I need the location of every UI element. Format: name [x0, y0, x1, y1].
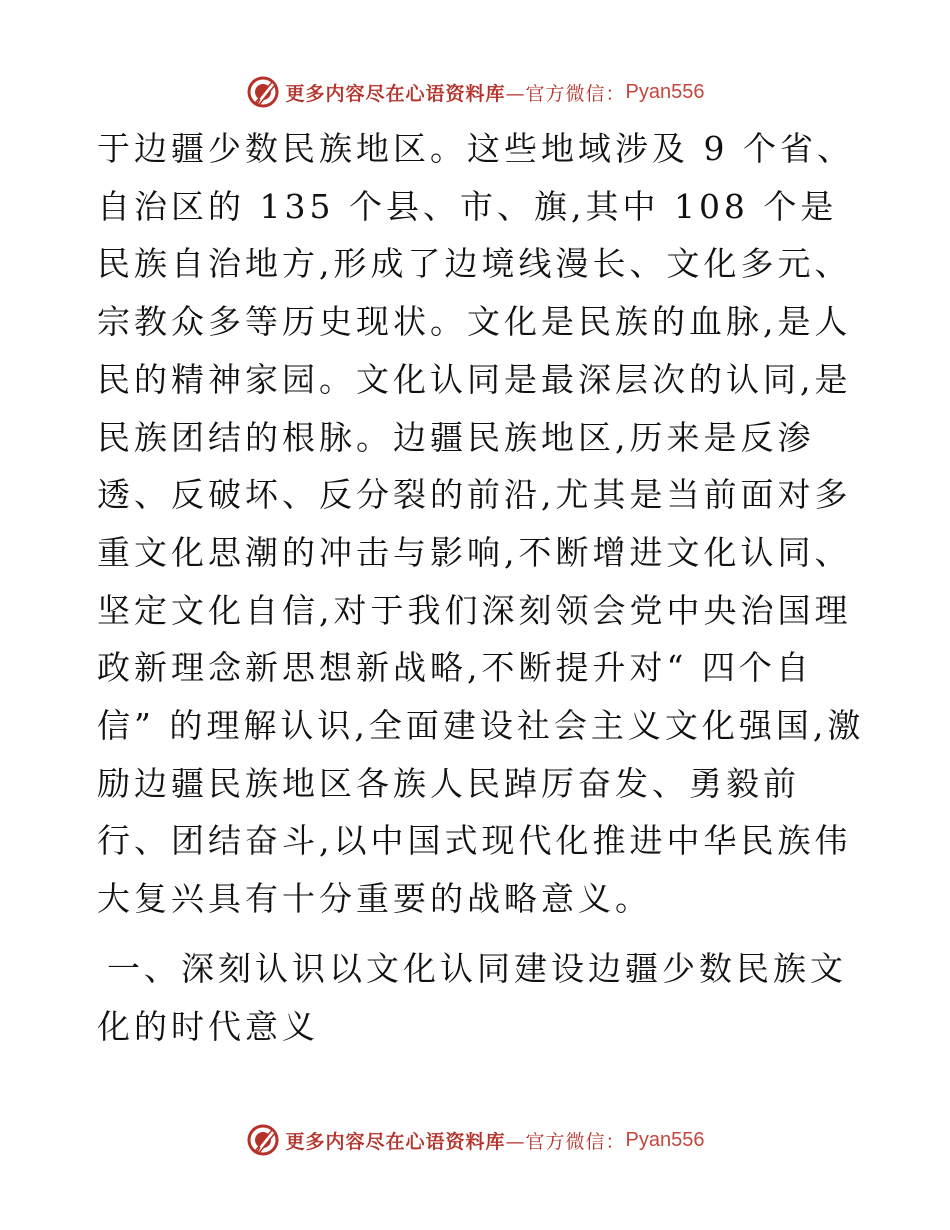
- footer-banner-wechat-id: Pyan556: [625, 1128, 705, 1151]
- header-banner-main-text: 更多内容尽在心语资料库: [285, 82, 506, 105]
- header-watermark-banner: [0, 72, 950, 112]
- body-paragraph: 于边疆少数民族地区。这些地域涉及 9 个省、自治区的 135 个县、市、旗,其中 108 个是民族自治地方,形成了边境线漫长、文化多元、宗教众多等历史现状。文化是民族的血脉,是人民的精神家园。文化认同是最深层次的认同,是民族团结的根脉。边疆民族地区,历来是反渗透、反破坏、反分裂的前沿,尤其是当前面对多重文化思潮的冲击与影响,不断增进文化认同、坚定文化自信,对于我们深刻领会党中央治国理政新理念新思想新战略,不断提升对“ 四个自信” 的理解认识,全面建设社会主义文化强国,激励边疆民族地区各族人民踔厉奋发、勇毅前行、团结奋斗,以中国式现代化推进中华民族伟大复兴具有十分重要的战略意义。: [97, 129, 865, 919]
- footer-watermark-banner: [0, 1120, 950, 1160]
- quill-pen-logo-icon: [246, 1123, 280, 1157]
- document-body: [97, 120, 867, 1055]
- quill-pen-logo-icon: [246, 75, 280, 109]
- header-banner-sub-text: —官方微信：: [505, 82, 626, 105]
- header-banner-wechat-id: Pyan556: [625, 80, 705, 103]
- section-heading: 一、深刻认识以文化认同建设边疆少数民族文化的时代意义: [97, 948, 847, 1046]
- footer-banner-main-text: 更多内容尽在心语资料库: [285, 1130, 506, 1153]
- footer-banner-sub-text: —官方微信：: [505, 1130, 626, 1153]
